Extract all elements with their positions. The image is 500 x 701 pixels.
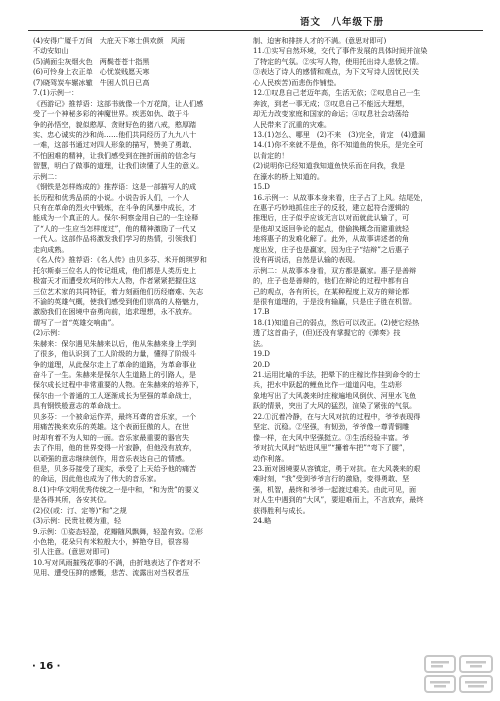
answer-line: 19.D (253, 349, 270, 359)
answer-line: 智慧，明白了做事的道理，让我们读懂了人生的意义。 (33, 161, 204, 171)
answer-line: 难时刻，“我”受到爷爷言行的激励，变得勇敢、坚 (253, 474, 410, 484)
answer-line: 《名人传》推荐语：《名人传》由贝多芬、米开朗琪罗和 (33, 255, 207, 265)
answer-line: (2)示例： (33, 328, 65, 338)
answer-line: 极富天才而遭受坎坷的伟大人物，作者紧紧把握住这 (33, 276, 197, 286)
answer-line: 爷对抗大风时“钻进风里”“攥着车把”“弯下了腰”， (253, 443, 410, 453)
answer-line: 在濠水的桥上知道的。 (253, 171, 324, 181)
answer-line: 心人民疾苦)而悲伤作铺垫。 (253, 77, 341, 87)
answer-line: 一难，这部书通过对四人形象的描写，赞美了勇敢、 (33, 140, 197, 150)
answer-line: 了很多，他认识到了工人阶级的力量，懂得了阶级斗 (33, 349, 197, 359)
running-head (300, 14, 384, 28)
answer-line: 没有再说话，自然是认输的表现。 (253, 255, 360, 265)
answer-line: (7)晓驾炭车辗冰辙 牛困人饥日已高 (33, 77, 150, 87)
answer-line: ③表达了诗人的感情和观点，为下文写诗人因忧民(关 (253, 67, 419, 77)
answer-line: 是很有道理的，于是没有输赢，只是庄子胜在机智。 (253, 296, 417, 306)
answer-line: 激励我们在困境中奋勇向前，追求理想，永不放弃。 (33, 307, 197, 317)
answer-line: 受了一个神秘多彩的神魔世界。疾恶如仇、敢于斗 (33, 109, 190, 119)
answer-line: 朱赫来：保尔遇见朱赫来以后，他从朱赫来身上学到 (33, 338, 197, 348)
answer-line: 坚定、沉稳。②坚强，有韧劲，爷爷像一尊青铜雕 (253, 422, 410, 432)
answer-line: 以肯定的！ (253, 150, 289, 160)
answer-line: (3)示例：民贵社稷为重，轻 (33, 516, 122, 526)
answer-line: 推理后，庄子似乎应该无言以对而就此认输了，可 (253, 213, 410, 223)
answer-line: 获得胜利与成长。 (253, 505, 310, 515)
answer-line: 奋斗了一生。朱赫来是保尔人生道路上的引路人，是 (33, 370, 197, 379)
answer-line: 7.(1)示例一： (33, 88, 79, 98)
answer-line: 时却有着不为人知的一面。音乐家最重要的器官失 (33, 432, 190, 442)
answer-line: 18.(1)知道自己的弱点，然后可以改正。(2)使它经热 (253, 317, 420, 327)
answer-line: 是他却又返回争论的起点，借偷换概念而避重就轻 (253, 223, 410, 233)
answer-line: 示例二：从故事本身看，双方都是赢家。惠子是善辩 (253, 265, 417, 275)
answer-line: 22.①沉着冷静，在与大风对抗的过程中，爷爷表现得 (253, 411, 421, 421)
answer-line: 人民带来了沉重的灾难。 (253, 119, 332, 129)
answer-line: 了“人的一生应当怎样度过”，他的精神激励了一代又 (33, 223, 197, 233)
answer-line: 保尔由一个普通的工人逐渐成长为坚强的革命战士， (33, 390, 197, 400)
answer-line: 但是，贝多芬接受了现实，承受了上天给予他的痛苦 (33, 463, 197, 473)
answer-line: 透了这首曲子，(但)还没有掌握它的《弹奏》技 (253, 328, 401, 338)
answer-line: 不怕困难的精神，让我们感受到在挫折面前的信念与 (33, 150, 197, 160)
answer-line: 长历程和优秀品质的小说。小说告诉人们，一个人 (33, 192, 190, 202)
answer-line: 托尔斯泰三位名人的传记组成，他们都是人类历史上 (33, 265, 197, 275)
answer-line: 引人注意。(意思对即可) (33, 547, 110, 557)
answer-line: 20.D (253, 359, 270, 369)
answer-line: (6)可怜身上衣正单 心忧炭贱愿天寒 (33, 67, 150, 77)
answer-line: 11.①实写自然环境，交代了事件发展的具体时间并渲染 (253, 46, 428, 56)
answer-line: 度出发，庄子也是赢家，因为庄子“结辩”之后惠子 (253, 244, 410, 254)
answer-line: 三位艺术家的共同特征，着力刻画他们历经磨难、矢志 (33, 286, 204, 296)
answer-line: 的，庄子也是善辩的，他们在辩论的过程中都有自 (253, 276, 410, 286)
answer-watermark-logo (422, 652, 496, 696)
answer-line: 21.运用比喻的手法，把晕下的庄稼比作挂到命令的士 (253, 370, 421, 379)
answer-line: 却无力改变家庭和国家的命运；④叹息社会动荡给 (253, 109, 410, 119)
answer-line: (5)满面尘灰烟火色 两鬓苍苍十指黑 (33, 56, 150, 66)
left-column (33, 36, 245, 579)
answer-line: 跃的情景，突出了大风的猛烈，渲染了紧张的气氛。 (253, 401, 417, 411)
answer-line: 以顽强的意志继续创作，用音乐表达自己的情感。 (33, 453, 190, 463)
answer-line: 兵，把水中跃起的鲤鱼比作一道道闪电，生动形 (253, 380, 402, 390)
answer-line: 24.略 (253, 516, 272, 526)
answer-line: 8.(1)中华文明优秀传统之一是中和，“和为贵”的要义 (33, 484, 199, 494)
answer-line: 不动安如山 (33, 46, 69, 56)
answer-line: 象地写出了大风袭来时庄稼遍地风倒伏、河里水飞鱼 (253, 390, 417, 400)
answer-line: (2)仪(或：汀、定等)“和”之规 (33, 505, 127, 515)
answer-line: 10.写对风雨摧残花事的不满，由折地表达了作者对不 (33, 557, 201, 567)
right-column (253, 36, 469, 527)
answer-line: 的命运，因此他也成为了伟大的音乐家。 (33, 474, 161, 484)
answer-line: 14.(1)你不来就不是鱼，你不知道鱼的快乐，是完全可 (253, 140, 424, 150)
answer-line: 小色艳，花朵只有米粒般大小，鲜艳夺目，很容易 (33, 537, 190, 546)
answer-line: 《西游记》推荐语：这部书就像一个万花筒，让人们感 (33, 98, 204, 108)
answer-line: (4)安得广厦千万间 大庇天下寒士俱欢颜 风雨 (33, 36, 185, 45)
answer-line: 是各得其所，各安其位。 (33, 495, 112, 505)
answer-line: 法。 (253, 338, 268, 348)
answer-line: 一代人。这部作品将激发我们学习的热情，引领我们 (33, 234, 197, 244)
answer-line: 制、迫害和排挤人才的不满。(意思对即可) (253, 36, 387, 45)
answer-line: 见用、遭受压抑的感慨，悲苦、流露出对当权者压 (33, 568, 190, 578)
answer-line: 17.B (253, 307, 270, 317)
answer-line: 示例二： (33, 171, 62, 181)
answer-line: 12.①叹息自己老迈年高，生活无依；②叹息自己一生 (253, 88, 421, 98)
answer-line: 走向成熟。 (33, 244, 69, 254)
answer-line: 奔波，到老一事无成；③叹息自己不能远大理想， (253, 98, 410, 108)
answer-line: 《钢铁是怎样炼成的》推荐语：这是一部描写人的成 (33, 182, 197, 192)
answer-line: 地将惠子的发难化解了。此外，从故事讲述者的角 (253, 234, 410, 244)
answer-line: 能成为一个真正的人。保尔·柯察金用自己的一生诠释 (33, 213, 199, 223)
answer-line: 谓写了一首“英雄交响曲”。 (33, 317, 119, 327)
page-header (0, 14, 500, 28)
answer-line: 去了作用，他的世界变得一片寂静，但他没有放弃， (33, 443, 197, 453)
answer-line: 了特定的气氛。②实写人物，使用托出诗人悲愤之情。 (253, 56, 424, 66)
answer-line: 具有钢铁般意志的革命战士。 (33, 401, 126, 411)
answer-line: 在惠子巧妙地抓住庄子的反驳，建立起符合逻辑的 (253, 203, 410, 212)
answer-line: 实、忠心诚实的沙和尚……他们共同经历了九九八十 (33, 129, 197, 139)
answer-line: 9.示例：①姿态轻盈，花瓣随风飘舞，轻盈有致。②形 (33, 526, 203, 536)
answer-line: 像一样，在大风中坚强挺立。③生活经验丰富。爷 (253, 432, 410, 442)
page-number: · 16 · (32, 661, 61, 672)
answer-line: 13.(1)怎么、哪里 (2)不来 (3)完全，肯定 (4)遗漏 (253, 129, 426, 139)
answer-line: 争的道理，从此保尔走上了革命的道路，为革命事业 (33, 359, 197, 369)
header-grade: 八年级下册 (331, 17, 385, 28)
answer-line: 动作利落。 (253, 453, 289, 463)
answer-line: 16.示例一：从故事本身来看，庄子占了上风。结尾处， (253, 192, 428, 202)
answer-line: 不渝的英雄气概，使我们感受到他们崇高的人格魅力， (33, 296, 204, 306)
answer-line: (2)说明你已经知道我知道鱼快乐而在问我，我是 (253, 161, 405, 171)
answer-line: 15.D (253, 182, 270, 192)
answer-line: 己的观点，各有所长，在某种程度上双方的辩论都 (253, 286, 410, 296)
answer-line: 用痛苦换来欢乐的英雄。这个表面狂傲的人，在世 (33, 422, 190, 432)
answer-line: 保尔成长过程中非常重要的人物。在朱赫来的培养下， (33, 380, 204, 390)
answer-line: 23.面对困境要从容镇定，勇于对抗。在大风袭来的艰 (253, 463, 421, 473)
answer-line: 强，机智，最终和爷爷一起渡过难关。由此可见，面 (253, 484, 417, 494)
answer-line: 对人生中遇到的“大风”，要迎难而上，不言放弃，最终 (253, 495, 424, 505)
header-rule (28, 30, 483, 31)
answer-line: 贝多芬：一个被命运作弄，最终耳聋的音乐家，一个 (33, 411, 197, 421)
header-subject: 语文 (300, 17, 322, 28)
answer-line: 争的孙悟空，貌似憨厚、贪财好色的猪八戒，憨厚踏 (33, 119, 197, 129)
answer-line: 只有在革命的烈火中锻炼，在斗争的风暴中成长，才 (33, 203, 197, 212)
